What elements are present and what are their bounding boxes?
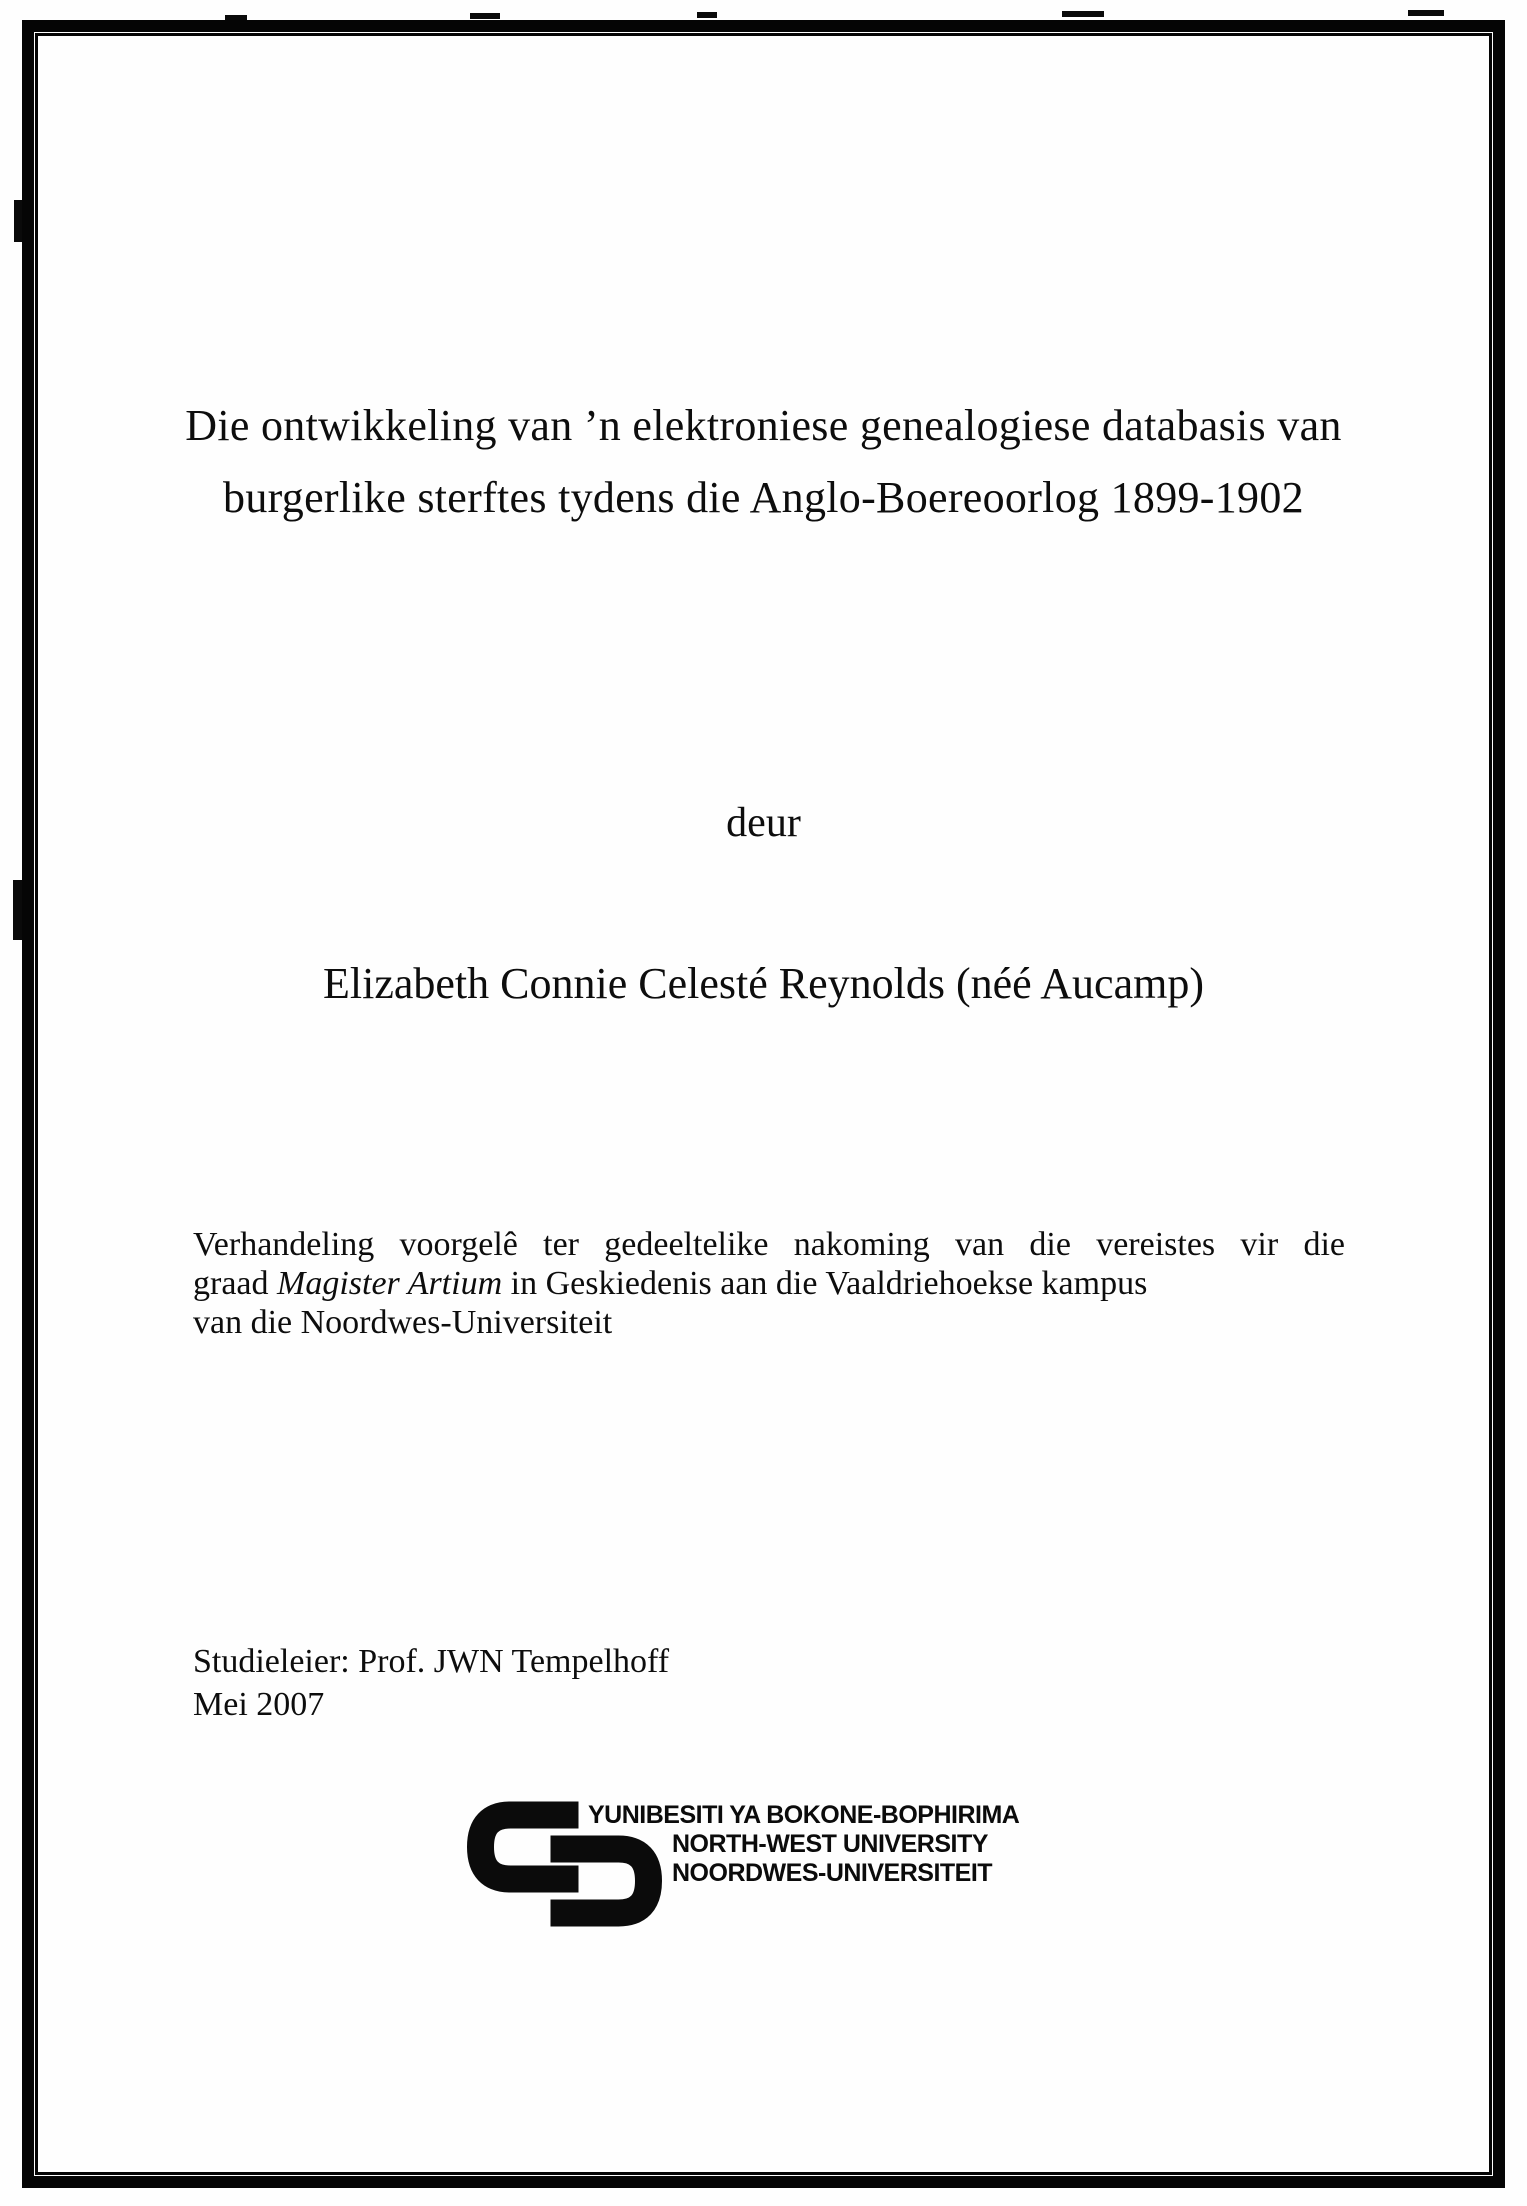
degree-statement-line-3: van die Noordwes-Universiteit — [193, 1304, 613, 1341]
thesis-title-line-1: Die ontwikkeling van ’n elektroniese genealogiese databasis van — [185, 401, 1342, 450]
scan-artifact — [1062, 11, 1104, 17]
byline-deur: deur — [726, 800, 801, 846]
degree-statement-line-2-post: in Geskiedenis aan die Vaaldriehoekse kampus — [502, 1265, 1148, 1302]
supervisor-line: Studieleier: Prof. JWN Tempelhoff — [193, 1643, 670, 1680]
logo-text-english: NORTH-WEST UNIVERSITY — [672, 1830, 988, 1858]
thesis-title — [0, 390, 1527, 534]
author-name: Elizabeth Connie Celesté Reynolds (néé Aucamp) — [323, 959, 1204, 1008]
degree-statement — [193, 1225, 1345, 1342]
nwu-logo — [466, 1798, 1086, 1938]
degree-statement-line-2-pre: graad — [193, 1265, 278, 1302]
supervisor-block — [193, 1640, 669, 1726]
scan-artifact — [1408, 10, 1444, 16]
logo-text-afrikaans: NOORDWES-UNIVERSITEIT — [672, 1859, 993, 1887]
degree-statement-line-1: Verhandeling voorgelê ter gedeeltelike nakoming van die vereistes vir die — [193, 1226, 1345, 1263]
nwu-logo-text — [588, 1801, 1019, 1888]
degree-name-italic: Magister Artium — [277, 1265, 503, 1302]
scan-artifact — [470, 13, 500, 19]
date-line: Mei 2007 — [193, 1686, 325, 1723]
thesis-title-line-2: burgerlike sterftes tydens die Anglo-Boereoorlog 1899-1902 — [223, 473, 1304, 522]
logo-text-setswana: YUNIBESITI YA BOKONE-BOPHIRIMA — [588, 1801, 1020, 1829]
degree-statement-line-2 — [193, 1264, 1345, 1303]
scan-artifact — [697, 12, 717, 18]
